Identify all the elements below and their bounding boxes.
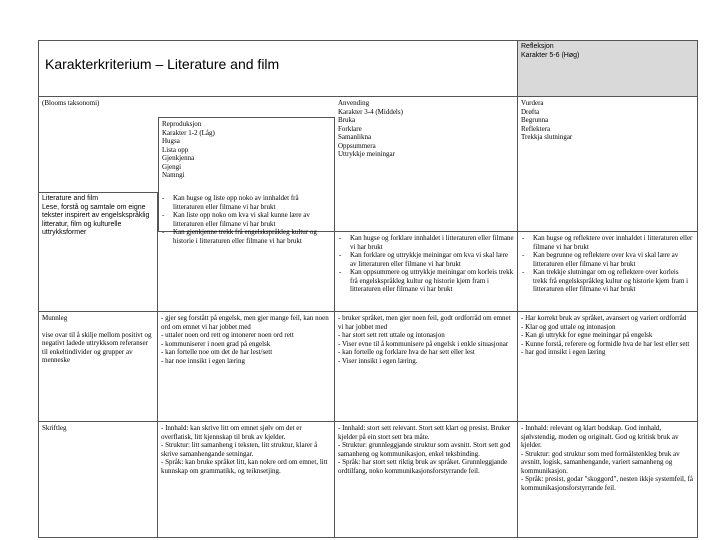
- level1-verb: Namngi: [162, 171, 185, 180]
- row-munnleg-level1: [158, 312, 335, 422]
- criterion: - Kan hugse og liste opp noko av innhaldet frå litteraturen eller filmane vi har brukt: [161, 194, 331, 211]
- criterion: - Innhald: stort sett relevant. Stort sett klart og presist. Bruker kjelder på ein stort sett bra måte.: [338, 424, 511, 441]
- criterion: - bruker språket, men gjer noen feil, godt ordforråd om emnet vi har jobbet med: [338, 314, 511, 331]
- row-literature-level2: [335, 232, 518, 312]
- row-munnleg-level2: [335, 312, 518, 422]
- row-description: vise ovar til å skilje mellom positivt og negativt ladede uttrykksom referanser til enkeltindivider og grupper av menneske: [42, 330, 152, 365]
- level2-verb: Forklare: [338, 124, 362, 133]
- criterion: - Kan forklare og uttrykkje meiningar om kva vi skal lære av litteraturen eller filmane vi har brukt: [338, 251, 514, 268]
- criterion: - Kan hugse og reflektere over innhaldet i litteraturen eller filmane vi har brukt: [521, 234, 694, 251]
- level1-verb: Lista opp: [162, 145, 189, 154]
- row-munnleg-level3: [518, 312, 698, 422]
- level2-verbs: [335, 97, 518, 232]
- level3-verbs: [518, 97, 698, 232]
- level3-header: [518, 40, 698, 97]
- criterion: - kan fortelle noe om det de har lest/sett: [161, 348, 273, 357]
- level1-head-name: Reproduksjon: [162, 120, 202, 128]
- row-skriftleg-level3: [518, 422, 698, 538]
- bloom-label: (Blooms taksonomi): [38, 97, 158, 232]
- criterion: - Struktur: grunnleggjande struktur som avsnitt. Stort sett god samanheng og kommunikasjon, enkel teksbinding.: [338, 441, 511, 458]
- criterion: - kommuniserer i noen grad på engelsk: [161, 339, 271, 348]
- criterion: - Klar og god uttale og intonasjon: [521, 322, 616, 331]
- level3-verb: Reflektera: [521, 124, 551, 133]
- criterion: - har noe innsikt i egen læring: [161, 356, 245, 365]
- level2-verb: Uttrykkje meiningar: [338, 150, 395, 159]
- criterion: - Kan gi uttrykk for egne meiningar på engelsk: [521, 331, 653, 340]
- row-literature-level1: [158, 192, 335, 312]
- criteria-table: [38, 40, 698, 538]
- row-skriftleg-level1: [158, 422, 335, 538]
- row-literature-level3: [518, 232, 698, 312]
- level3-header-name: Refleksjon: [521, 43, 554, 50]
- level3-verb: Begrunna: [521, 116, 549, 125]
- criterion: - kan fortelle og forklare hva de har sett eller lest: [338, 348, 475, 357]
- criterion: - Kan gjenkjenne trekk frå engelskspråkleg kultur og historie i litteraturen eller filmane vi har brukt: [161, 228, 331, 245]
- criterion: - har god innsikt i egen læring: [521, 348, 606, 357]
- level2-head-grade: Karakter 3-4 (Middels): [338, 107, 403, 116]
- level1-verb: Gjenkjenna: [162, 154, 195, 163]
- criterion: - Viser evne til å kommunisere på engelsk i enkle situasjonar: [338, 339, 509, 348]
- criterion: - Kan oppsummere og uttrykkje meiningar om korleis trekk frå engelskspråkleg kultur og historie kjem fram i litteraturen eller filmane vi har brukt: [338, 268, 514, 294]
- criterion: - Språk: kan bruke språket litt, kan nokre ord om emnet, litt kunnskap om grammatikk, og teiknsetjing.: [161, 458, 328, 475]
- row-title: Literature and film: [42, 195, 99, 202]
- criterion: - Kunne forstå, referere og formidle hva de har lest eller sett: [521, 339, 690, 348]
- criterion: - Språk: har stort sett riktig bruk av språket. Grunnleggjande ordtilfang, noko kommunikasjonsforstyrrande feil.: [338, 458, 508, 475]
- criterion: - Kan hugse og forklare innhaldet i litteraturen eller filmane vi har brukt: [338, 234, 514, 251]
- row-title: Skriftleg: [42, 424, 67, 432]
- criterion: - uttaler noen ord rett og intonerer noen ord rett: [161, 331, 294, 340]
- criterion: - har stort sett rett uttale og intonasjon: [338, 331, 445, 340]
- criterion: - Innhald: relevant og klart bodskap. God innhald, sjølvstendig, moden og originalt. God og kritisk bruk av kjelder.: [521, 424, 679, 450]
- criterion: - Språk: presist, godar "skoggord", nesten ikkje systemfeil, få kommunikasjonsforstyrrande feil.: [521, 475, 693, 492]
- criterion: - Viser innsikt i egen læring.: [338, 356, 418, 365]
- row-skriftleg-level2: [335, 422, 518, 538]
- level1-head-grade: Karakter 1-2 (Låg): [162, 128, 215, 137]
- level3-header-grade: Karakter 5-6 (Høg): [521, 51, 580, 59]
- row-title: Munnleg: [42, 314, 68, 322]
- level3-verb: Vurdera: [521, 99, 544, 107]
- level3-verb: Trekkja slutningar: [521, 133, 573, 142]
- criterion: - gjer seg forstått på engelsk, men gjer mange feil, kan noen ord om emnet vi har jobbet med: [161, 314, 329, 331]
- level1-verb: Gjengi: [162, 162, 182, 171]
- level2-verb: Bruka: [338, 116, 356, 125]
- row-munnleg-label: [38, 312, 158, 422]
- row-literature-label: [38, 192, 158, 312]
- level3-verb: Drøfta: [521, 107, 540, 116]
- criterion: - Struktur: god struktur som med formålstenkleg bruk av avsnitt, logisk, samanhengande, variert samanheng og kommunikasjon.: [521, 449, 680, 475]
- criterion: - Kan begrunne og reflektere over kva vi skal lære av litteraturen eller filmane vi har brukt: [521, 251, 694, 268]
- level2-verb: Oppsummera: [338, 141, 376, 150]
- criterion: - Kan liste opp noko om kva vi skal kunne lære av litteraturen eller filmane vi har brukt: [161, 211, 331, 228]
- page-title: Karakterkriterium – Literature and film: [38, 40, 518, 97]
- level1-verb: Hugsa: [162, 137, 180, 146]
- row-description: Lese, forstå og samtale om eigne tekster inspirert av engelskspråklig litteratur, film og kulturelle uttrykksformer: [42, 203, 150, 237]
- criterion: - Har korrekt bruk av språket, avansert og variert ordforråd: [521, 314, 687, 322]
- row-skriftleg-label: [38, 422, 158, 538]
- criterion: - Innhald: kan skrive litt om emnet sjølv om det er overflatisk, litt kjennskap til bruk av kjelder.: [161, 424, 302, 441]
- level2-verb: Samanlikna: [338, 133, 372, 142]
- criterion: - Kan trekkje slutningar om og reflektere over korleis trekk frå engelskspråkleg kultur og historie kjem fram i litteraturen eller filmane vi har brukt: [521, 268, 694, 294]
- level2-head-name: Anvending: [338, 99, 370, 107]
- criterion: - Struktur: litt samanheng i teksten, litt struktur, klarer å skrive samanhengande setningar.: [161, 441, 318, 458]
